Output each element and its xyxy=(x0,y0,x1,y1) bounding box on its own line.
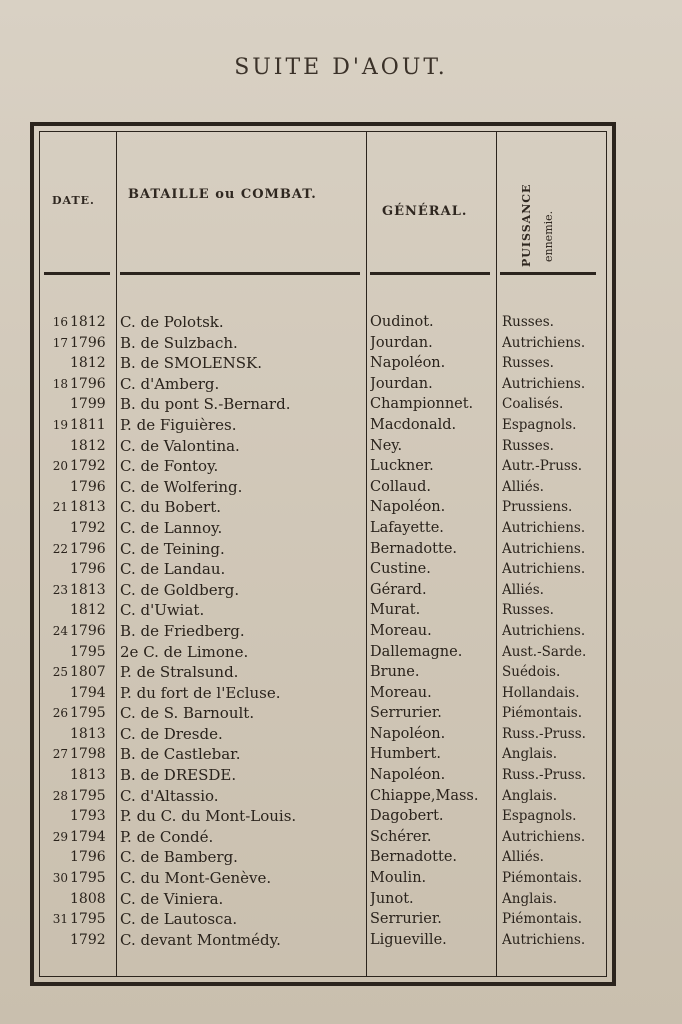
year-cell: 1796 xyxy=(70,540,106,557)
day-cell: 16 xyxy=(52,315,68,329)
power-cell: Espagnols. xyxy=(502,416,577,433)
general-cell: Napoléon. xyxy=(370,725,446,742)
general-cell: Moulin. xyxy=(370,870,427,887)
year-cell: 1793 xyxy=(70,808,106,825)
year-cell: 1795 xyxy=(70,787,106,804)
power-cell: Hollandais. xyxy=(502,684,580,701)
year-cell: 1794 xyxy=(70,684,106,701)
general-cell: Schérer. xyxy=(370,828,432,845)
battle-cell: P. du fort de l'Ecluse. xyxy=(120,683,281,702)
battle-cell: C. de Goldberg. xyxy=(120,580,240,599)
table-row xyxy=(40,559,616,580)
power-cell: Piémontais. xyxy=(502,911,583,928)
table-row xyxy=(40,497,616,518)
power-cell: Anglais. xyxy=(502,890,557,907)
table-row xyxy=(40,518,616,539)
battle-cell: 2e C. de Limone. xyxy=(120,642,249,661)
year-cell: 1795 xyxy=(70,643,106,660)
battle-cell: C. de Viniera. xyxy=(120,889,224,908)
year-cell: 1795 xyxy=(70,870,106,887)
day-cell: 25 xyxy=(52,665,68,680)
power-cell: Piémontais. xyxy=(502,705,583,722)
year-cell: 1811 xyxy=(70,416,106,433)
table-row xyxy=(40,456,616,477)
general-cell: Bernadotte. xyxy=(370,540,458,557)
table-row xyxy=(40,703,616,724)
year-cell: 1795 xyxy=(70,705,106,722)
power-cell: Anglais. xyxy=(502,787,557,804)
table-row xyxy=(40,806,616,827)
general-cell: Napoléon. xyxy=(370,355,446,372)
day-cell: 27 xyxy=(52,747,68,762)
battle-cell: C. de S. Barnoult. xyxy=(120,704,255,723)
power-cell: Piémontais. xyxy=(502,870,583,887)
header-power-line1: PUISSANCE xyxy=(520,183,533,267)
power-cell: Russ.-Pruss. xyxy=(502,767,586,784)
power-cell: Prussiens. xyxy=(502,499,573,516)
general-cell: Oudinot. xyxy=(370,314,434,330)
year-cell: 1796 xyxy=(70,849,106,866)
year-cell: 1808 xyxy=(70,890,106,907)
power-cell: Russes. xyxy=(502,314,554,330)
battle-cell: C. de Lautosca. xyxy=(120,910,238,929)
battle-cell: C. de Bamberg. xyxy=(120,848,238,867)
day-cell: 22 xyxy=(52,541,68,556)
power-cell: Alliés. xyxy=(502,849,544,866)
table-row xyxy=(40,621,616,642)
table-row xyxy=(40,415,616,436)
year-cell: 1796 xyxy=(70,622,106,639)
table-inner-border xyxy=(39,131,607,977)
table-row xyxy=(40,765,616,786)
power-cell: Autrichiens. xyxy=(502,519,586,536)
general-cell: Serrurier. xyxy=(370,705,442,722)
battle-cell: C. du Mont-Genève. xyxy=(120,869,272,888)
year-cell: 1792 xyxy=(70,458,106,475)
table-row xyxy=(40,642,616,663)
general-cell: Chiappe,Mass. xyxy=(370,787,479,804)
year-cell: 1813 xyxy=(70,581,106,598)
power-cell: Aust.-Sarde. xyxy=(502,643,587,660)
general-cell: Gérard. xyxy=(370,581,427,598)
general-cell: Collaud. xyxy=(370,478,431,495)
table-row xyxy=(40,889,616,910)
battle-cell: C. du Bobert. xyxy=(120,498,222,517)
table-row xyxy=(40,868,616,889)
year-cell: 1796 xyxy=(70,478,106,495)
table-row xyxy=(40,683,616,704)
table-row xyxy=(40,333,616,354)
table-row xyxy=(40,312,616,333)
table-row xyxy=(40,580,616,601)
year-cell: 1813 xyxy=(70,725,106,742)
year-cell: 1796 xyxy=(70,375,106,392)
day-cell: 28 xyxy=(52,788,68,803)
battle-cell: P. de Condé. xyxy=(120,827,214,846)
power-cell: Autr.-Pruss. xyxy=(502,458,583,475)
header-battle: BATAILLE ou COMBAT. xyxy=(128,187,317,202)
table-row xyxy=(40,827,616,848)
header-date: DATE. xyxy=(52,194,95,207)
table-row xyxy=(40,394,616,415)
general-cell: Napoléon. xyxy=(370,767,446,784)
year-cell: 1813 xyxy=(70,499,106,516)
battle-cell: C. de Teining. xyxy=(120,539,225,558)
day-cell: 29 xyxy=(52,829,68,844)
general-cell: Moreau. xyxy=(370,622,432,639)
year-cell: 1812 xyxy=(70,437,106,454)
table-row xyxy=(40,662,616,683)
table-row xyxy=(40,930,616,951)
battle-cell: C. d'Amberg. xyxy=(120,374,220,393)
general-cell: Jourdan. xyxy=(370,375,433,392)
general-cell: Jourdan. xyxy=(370,334,433,351)
day-cell: 21 xyxy=(52,500,68,515)
year-cell: 1812 xyxy=(70,355,106,372)
table-row xyxy=(40,353,616,374)
table-body xyxy=(40,312,616,950)
battle-cell: P. de Figuières. xyxy=(120,415,237,434)
general-cell: Dallemagne. xyxy=(370,643,463,660)
battle-cell: B. de DRESDE. xyxy=(120,766,237,785)
general-cell: Custine. xyxy=(370,561,431,578)
battle-cell: C. de Dresde. xyxy=(120,724,223,743)
power-cell: Autrichiens. xyxy=(502,931,586,948)
year-cell: 1794 xyxy=(70,828,106,845)
power-cell: Russes. xyxy=(502,437,554,454)
power-cell: Alliés. xyxy=(502,478,544,495)
header-power xyxy=(500,172,570,267)
year-cell: 1792 xyxy=(70,519,106,536)
battle-cell: C. d'Altassio. xyxy=(120,786,219,805)
day-cell: 31 xyxy=(52,912,68,927)
power-cell: Coalisés. xyxy=(502,396,564,413)
table-row xyxy=(40,724,616,745)
year-cell: 1799 xyxy=(70,396,106,413)
battle-cell: C. de Lannoy. xyxy=(120,518,223,537)
battle-cell: C. d'Uwiat. xyxy=(120,601,205,620)
power-cell: Russ.-Pruss. xyxy=(502,725,586,742)
day-cell: 17 xyxy=(52,335,68,350)
day-cell: 23 xyxy=(52,582,68,597)
power-cell: Suédois. xyxy=(502,664,561,681)
year-cell: 1807 xyxy=(70,664,106,681)
battles-table xyxy=(30,122,616,986)
power-cell: Espagnols. xyxy=(502,808,577,825)
power-cell: Autrichiens. xyxy=(502,375,586,392)
battle-cell: B. du pont S.-Bernard. xyxy=(120,395,291,414)
general-cell: Lafayette. xyxy=(370,519,444,536)
general-cell: Napoléon. xyxy=(370,499,446,516)
power-cell: Autrichiens. xyxy=(502,540,586,557)
battle-cell: C. de Landau. xyxy=(120,560,226,579)
table-row xyxy=(40,847,616,868)
battle-cell: P. de Stralsund. xyxy=(120,663,239,682)
battle-cell: C. de Polotsk. xyxy=(120,313,224,331)
day-cell: 24 xyxy=(52,623,68,638)
battle-cell: C. devant Montmédy. xyxy=(120,930,281,949)
battle-cell: C. de Fontoy. xyxy=(120,457,219,476)
table-row xyxy=(40,744,616,765)
table-row xyxy=(40,374,616,395)
battle-cell: C. de Wolfering. xyxy=(120,477,243,496)
power-cell: Autrichiens. xyxy=(502,561,586,578)
day-cell: 30 xyxy=(52,871,68,886)
year-cell: 1798 xyxy=(70,746,106,763)
day-cell: 20 xyxy=(52,459,68,474)
table-row xyxy=(40,539,616,560)
general-cell: Brune. xyxy=(370,664,420,681)
year-cell: 1812 xyxy=(70,602,106,619)
header-rule-date xyxy=(44,272,110,275)
power-cell: Russes. xyxy=(502,355,554,372)
general-cell: Serrurier. xyxy=(370,911,442,928)
header-rule-power xyxy=(500,272,596,275)
year-cell: 1792 xyxy=(70,931,106,948)
header-general: GÉNÉRAL. xyxy=(382,204,468,219)
power-cell: Russes. xyxy=(502,602,554,619)
table-row xyxy=(40,909,616,930)
general-cell: Championnet. xyxy=(370,396,474,413)
battle-cell: P. du C. du Mont-Louis. xyxy=(120,807,297,826)
power-cell: Autrichiens. xyxy=(502,334,586,351)
year-cell: 1812 xyxy=(70,314,106,330)
header-power-line2: ennemie. xyxy=(542,210,555,262)
battle-cell: C. de Valontina. xyxy=(120,436,240,455)
year-cell: 1813 xyxy=(70,767,106,784)
power-cell: Autrichiens. xyxy=(502,828,586,845)
general-cell: Humbert. xyxy=(370,746,441,763)
general-cell: Dagobert. xyxy=(370,808,444,825)
general-cell: Macdonald. xyxy=(370,416,457,433)
battle-cell: B. de Castlebar. xyxy=(120,745,241,764)
battle-cell: B. de Sulzbach. xyxy=(120,333,238,352)
battle-cell: B. de SMOLENSK. xyxy=(120,354,263,373)
year-cell: 1795 xyxy=(70,911,106,928)
power-cell: Autrichiens. xyxy=(502,622,586,639)
day-cell: 19 xyxy=(52,417,68,432)
general-cell: Luckner. xyxy=(370,458,434,475)
power-cell: Alliés. xyxy=(502,581,544,598)
header-rule-general xyxy=(370,272,490,275)
year-cell: 1796 xyxy=(70,334,106,351)
general-cell: Moreau. xyxy=(370,684,432,701)
table-row xyxy=(40,786,616,807)
table-row xyxy=(40,600,616,621)
power-cell: Anglais. xyxy=(502,746,557,763)
battle-cell: B. de Friedberg. xyxy=(120,621,245,640)
general-cell: Murat. xyxy=(370,602,421,619)
year-cell: 1796 xyxy=(70,561,106,578)
general-cell: Ney. xyxy=(370,437,403,454)
general-cell: Ligueville. xyxy=(370,931,447,948)
general-cell: Bernadotte. xyxy=(370,849,458,866)
page-heading: SUITE D'AOUT. xyxy=(234,55,448,80)
day-cell: 18 xyxy=(52,376,68,391)
general-cell: Junot. xyxy=(370,890,414,907)
table-row xyxy=(40,477,616,498)
table-row xyxy=(40,436,616,457)
header-rule-battle xyxy=(120,272,360,275)
day-cell: 26 xyxy=(52,706,68,721)
